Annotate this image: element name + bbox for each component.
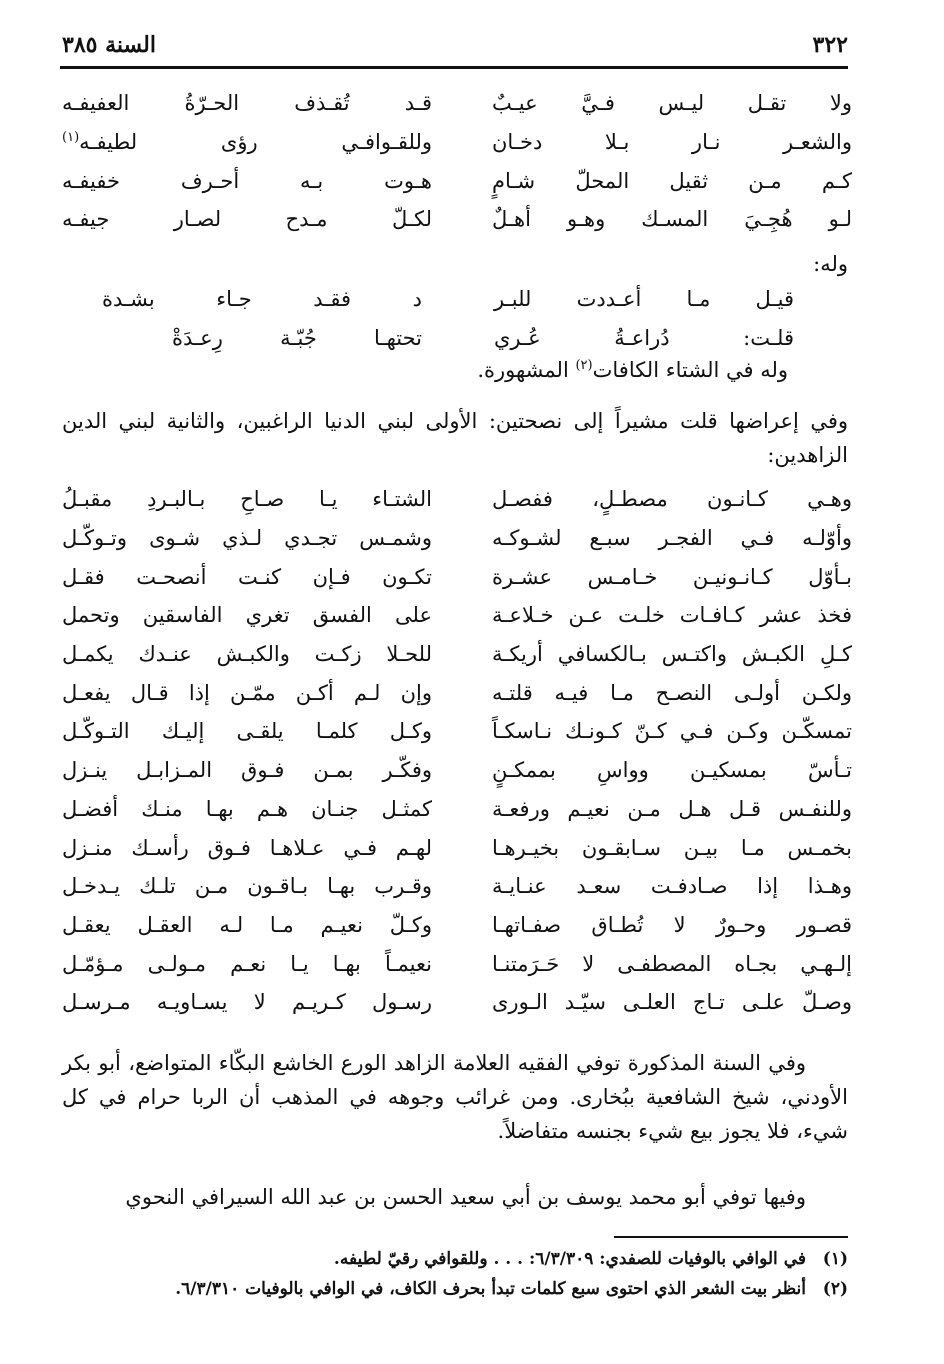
second-hemistich-with-note — [62, 130, 432, 154]
second-hemistich: وإن لـم أكـن ممّـن إذا قـال يفعـل — [62, 680, 432, 705]
second-hemistich: لكـلّ مـدح لصـار جيفـه — [62, 207, 432, 232]
second-hemistich: قـد تُقـذف الحـرّةُ العفيفـه — [62, 91, 432, 116]
footnote-number: (١) — [822, 1249, 848, 1269]
poem-2 — [62, 280, 852, 357]
first-hemistich: تمسكّـن وكـن فـي كـنّ كـونـك نـاسكـاً — [492, 719, 852, 744]
couplet — [62, 983, 852, 1022]
couplet — [62, 200, 852, 239]
second-hemistich: د فقـد جـاء بشـدة — [102, 287, 422, 312]
second-hemistich: الشتـاء يـا صـاحِ بـالبـردِ مقبـلُ — [62, 487, 432, 512]
footnote — [62, 1274, 848, 1304]
kafat-line — [477, 358, 788, 382]
second-hemistich: وكـلّ نعيـم مـا لـه العقـل يعقـل — [62, 912, 432, 937]
couplet — [62, 519, 852, 558]
couplet — [62, 673, 852, 712]
footnote-marker-1: (١) — [62, 130, 80, 146]
couplet — [62, 319, 852, 358]
paragraph-sirafi: وفيها توفي أبو محمد يوسف بن أبي سعيد الحسن بن عبد الله السيرافي النحوي — [125, 1185, 806, 1209]
first-hemistich: إلـهـي بجـاه المصطفـى لا حَـرَمتنـا — [492, 951, 852, 976]
couplet — [62, 906, 852, 945]
couplet — [62, 480, 852, 519]
first-hemistich: وللنفـس قـل هـل مـن نعيـم ورفعـة — [492, 796, 852, 821]
first-hemistich: كـم مـن ثقيل المحلّ شـامٍ — [492, 168, 852, 193]
first-hemistich: كـلِ الكبـش واكتـس بـالكسافي أريكـة — [492, 642, 852, 667]
second-hemistich: وقـرب بهـا بـاقـون مـن تلـك يـدخـل — [62, 874, 432, 899]
kafat-text: وله في الشتاء الكافات — [592, 358, 788, 382]
second-hemistich: كمثـل جنـان هـم بهـا منـك أفضـل — [62, 796, 432, 821]
couplet — [62, 635, 852, 674]
couplet — [62, 557, 852, 596]
couplet — [62, 161, 852, 200]
second-hemistich: وللقـوافـي رؤى لطيفـه — [79, 130, 432, 155]
couplet — [62, 280, 852, 319]
footnote-text: في الوافي بالوفيات للصفدي: ٦/٣/٣٠٩: . . . وللقوافي رقيّ لطيفه. — [333, 1249, 806, 1269]
first-hemistich: بخمـس مـا بيـن سـابقـون بخيـرهـا — [492, 835, 852, 860]
first-hemistich: بـأوّل كـانـونيـن خـامـس عشـرة — [492, 564, 852, 589]
first-hemistich: تـأسّ بمسكيـن وواسِ بممكـنٍ — [492, 758, 852, 783]
kafat-text-end: المشهورة. — [477, 358, 576, 382]
footnote-marker-2: (٢) — [575, 358, 593, 373]
label-wa-lah: وله: — [813, 252, 848, 276]
first-hemistich: وأوّلـه فـي الفجـر سبـع لشـوكـه — [492, 526, 852, 551]
first-hemistich: لـو هُجِـيَ المسـك وهـو أهـلٌ — [492, 207, 852, 232]
couplet — [62, 790, 852, 829]
couplet — [62, 712, 852, 751]
first-hemistich: وهـي كـانـون مصطـلٍ، ففصـل — [492, 487, 852, 512]
second-hemistich: رسـول كـريـم لا يسـاويـه مـرسـل — [62, 990, 432, 1015]
intro-paragraph: وفي إعراضها قلت مشيراً إلى نصحتين: الأولى لبني الدنيا الراغبين، والثانية لبني الدين الزاهدين: — [62, 409, 848, 467]
couplet — [62, 84, 852, 123]
second-hemistich: وشمـس تجـدي لـذي شـوى وتـوكّـل — [62, 526, 432, 551]
paragraph-odni: وفي السنة المذكورة توفي الفقيه العلامة الزاهد الورع الخاشع البكّاء المتواضع، أبو بكر الأودني، شيخ الشافعية ببُخارى. ومن غرائب وجوهه في المذهب أن الربا حرام في كل شيء، فلا يجوز بيع شيء بجنسه متفاضلاً. — [62, 1051, 848, 1143]
second-hemistich: على الفسق تغري الفاسقين وتحمل — [62, 603, 432, 628]
footnote-number: (٢) — [822, 1279, 848, 1299]
footnote — [62, 1244, 848, 1274]
year-label: السنة ٣٨٥ — [62, 32, 156, 58]
footnotes — [62, 1244, 848, 1304]
second-hemistich: وفكّـر بمـن فـوق المـزابـل ينـزل — [62, 758, 432, 783]
second-hemistich: للحـلا زكـت والكبـش عنـدك يكمـل — [62, 642, 432, 667]
first-hemistich: وهـذا إذا صـادفـت سعـد عنـايـة — [492, 874, 852, 899]
couplet — [62, 123, 852, 162]
first-hemistich: قلـت: دُراعـةُ عُـري — [494, 326, 794, 351]
first-hemistich: ولا تقـل ليـس فـيَّ عيـبٌ — [492, 91, 852, 116]
header-rule — [60, 66, 848, 69]
couplet — [62, 867, 852, 906]
footnote-text: أنظر بيت الشعر الذي احتوى سبع كلمات تبدأ بحرف الكاف، في الوافي بالوفيات ٦/٣/٣١٠. — [175, 1279, 806, 1299]
page-header — [62, 26, 848, 64]
first-hemistich: ولكـن أولـى النصـح مـا فيـه قلتـه — [492, 680, 852, 705]
first-hemistich: قيـل مـا أعـددت للبـر — [494, 287, 794, 312]
first-hemistich: وصـلّ علـى تـاج العلـى سيّـد الـورى — [492, 990, 852, 1015]
second-hemistich: نعيمـاً بهـا يـا نعـم مـولـى مـؤمّـل — [62, 951, 432, 976]
first-hemistich: فخذ عشر كـافـات خلـت عـن خـلاعـة — [492, 603, 852, 628]
second-hemistich: تكـون فـإن كنـت أنصحـت فقـل — [62, 564, 432, 589]
page-number: ٣٢٢ — [812, 32, 848, 58]
second-hemistich: هـوت بـه أحـرف خفيفـه — [62, 168, 432, 193]
couplet — [62, 944, 852, 983]
couplet — [62, 751, 852, 790]
second-hemistich: لهـم فـي عـلاهـا فـوق رأسـك منـزل — [62, 835, 432, 860]
second-hemistich: تحتهـا جُبّـة رِعـدَةْ — [172, 326, 422, 351]
second-hemistich: وكـل كلمـا يلقـى إليـك التـوكّـل — [62, 719, 432, 744]
couplet — [62, 596, 852, 635]
footnote-rule — [614, 1236, 848, 1238]
couplet — [62, 828, 852, 867]
first-hemistich: والشعـر نـار بـلا دخـان — [492, 130, 852, 155]
poem-3 — [62, 480, 852, 1022]
poem-1 — [62, 84, 852, 239]
first-hemistich: قصـور وحـورٌ لا تُطـاق صفـاتهـا — [492, 912, 852, 937]
